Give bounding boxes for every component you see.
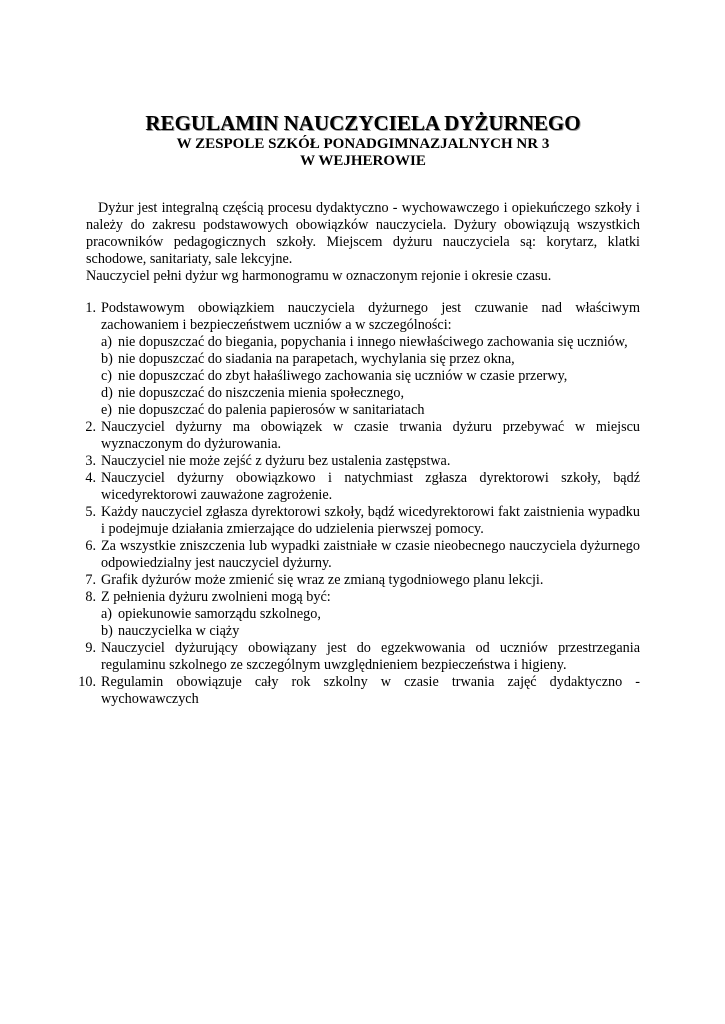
rule-subitem-letter: d): [101, 385, 113, 401]
rule-subitem: [101, 351, 640, 368]
rule-subitem: [101, 368, 640, 385]
rule-text: Za wszystkie zniszczenia lub wypadki zaistniałe w czasie nieobecnego nauczyciela dyżurnego odpowiedzialny jest nauczyciel dyżurny.: [101, 538, 640, 571]
rule-sublist: [101, 334, 640, 419]
rule-subitem-text: nie dopuszczać do zbyt hałaśliwego zachowania się uczniów w czasie przerwy,: [118, 368, 568, 384]
rule-text: Nauczyciel dyżurny ma obowiązek w czasie trwania dyżuru przebywać w miejscu wyznaczonym do dyżurowania.: [101, 419, 640, 452]
rule-subitem-text: nie dopuszczać do biegania, popychania i innego niewłaściwego zachowania się uczniów,: [118, 334, 628, 350]
rule-text: Regulamin obowiązuje cały rok szkolny w czasie trwania zajęć dydaktyczno - wychowawczych: [101, 674, 640, 707]
rule-number: 7.: [85, 572, 96, 588]
rule-number: 8.: [85, 589, 96, 605]
rule-subitem-text: opiekunowie samorządu szkolnego,: [118, 606, 321, 622]
rule-item-1: [86, 300, 640, 419]
intro-paragraph: Dyżur jest integralną częścią procesu dydaktyczno - wychowawczego i opiekuńczego szkoły i należy do zakresu podstawowych obowiązków nauczyciela. Dyżury obowiązują wszystkich pracowników pedagogicznych szkoły. Miejscem dyżuru nauczyciela są: korytarz, klatki schodowe, sanitariaty, sale lekcyjne.: [86, 200, 640, 267]
rule-item-4: [86, 470, 640, 504]
intro-schedule-note: Nauczyciel pełni dyżur wg harmonogramu w oznaczonym rejonie i okresie czasu.: [86, 268, 552, 284]
rule-number: 3.: [85, 453, 96, 469]
rule-text: Każdy nauczyciel zgłasza dyrektorowi szkoły, bądź wicedyrektorowi fakt zaistnienia wypadku i podejmuje działania zmierzające do udzielenia pierwszej pomocy.: [101, 504, 640, 537]
document-page: [78, 110, 640, 708]
rule-item-7: [86, 572, 640, 589]
rule-text: Podstawowym obowiązkiem nauczyciela dyżurnego jest czuwanie nad właściwym zachowaniem i bezpieczeństwem uczniów a w szczególności:: [101, 300, 640, 333]
rule-subitem-letter: e): [101, 402, 113, 418]
rule-subitem-text: nie dopuszczać do palenia papierosów w sanitariatach: [118, 402, 425, 418]
rule-text: Nauczyciel nie może zejść z dyżuru bez ustalenia zastępstwa.: [101, 453, 451, 469]
rules-list: [78, 300, 640, 708]
rule-number: 6.: [85, 538, 96, 554]
rule-subitem: [101, 402, 640, 419]
rule-number: 1.: [85, 300, 96, 316]
rule-subitem-letter: b): [101, 623, 113, 639]
rule-subitem-text: nie dopuszczać do niszczenia mienia społecznego,: [118, 385, 404, 401]
rule-number: 4.: [85, 470, 96, 486]
document-subtitle-city: W WEJHEROWIE: [300, 153, 426, 169]
rule-item-5: [86, 504, 640, 538]
rule-item-2: [86, 419, 640, 453]
rule-subitem: [101, 606, 640, 623]
rule-subitem-text: nie dopuszczać do siadania na parapetach, wychylania się przez okna,: [118, 351, 515, 367]
rule-subitem-letter: a): [101, 606, 113, 622]
rule-subitem-letter: b): [101, 351, 113, 367]
rule-item-3: [86, 453, 640, 470]
rule-subitem-letter: c): [101, 368, 113, 384]
rule-sublist: [101, 606, 640, 640]
rule-item-9: [86, 640, 640, 674]
rule-text: Nauczyciel dyżurujący obowiązany jest do egzekwowania od uczniów przestrzegania regulaminu szkolnego ze szczególnym uwzględnieniem bezpieczeństwa i higieny.: [101, 640, 640, 673]
document-subtitle-school: W ZESPOLE SZKÓŁ PONADGIMNAZJALNYCH NR 3: [176, 136, 550, 152]
rule-subitem: [101, 623, 640, 640]
rule-text: Z pełnienia dyżuru zwolnieni mogą być:: [101, 589, 331, 605]
rule-subitem-text: nauczycielka w ciąży: [118, 623, 240, 639]
rule-number: 10.: [78, 674, 96, 690]
rule-text: Grafik dyżurów może zmienić się wraz ze zmianą tygodniowego planu lekcji.: [101, 572, 544, 588]
rule-number: 9.: [85, 640, 96, 656]
rule-item-8: [86, 589, 640, 640]
rule-subitem: [101, 385, 640, 402]
rule-subitem-letter: a): [101, 334, 113, 350]
rule-text: Nauczyciel dyżurny obowiązkowo i natychmiast zgłasza dyrektorowi szkoły, bądź wicedyrektorowi zauważone zagrożenie.: [101, 470, 640, 503]
intro-section: [86, 200, 640, 285]
rule-number: 2.: [85, 419, 96, 435]
rule-subitem: [101, 334, 640, 351]
rule-item-10: [78, 674, 640, 708]
document-title: REGULAMIN NAUCZYCIELA DYŻURNEGO: [145, 111, 581, 135]
rule-number: 5.: [85, 504, 96, 520]
rule-item-6: [86, 538, 640, 572]
